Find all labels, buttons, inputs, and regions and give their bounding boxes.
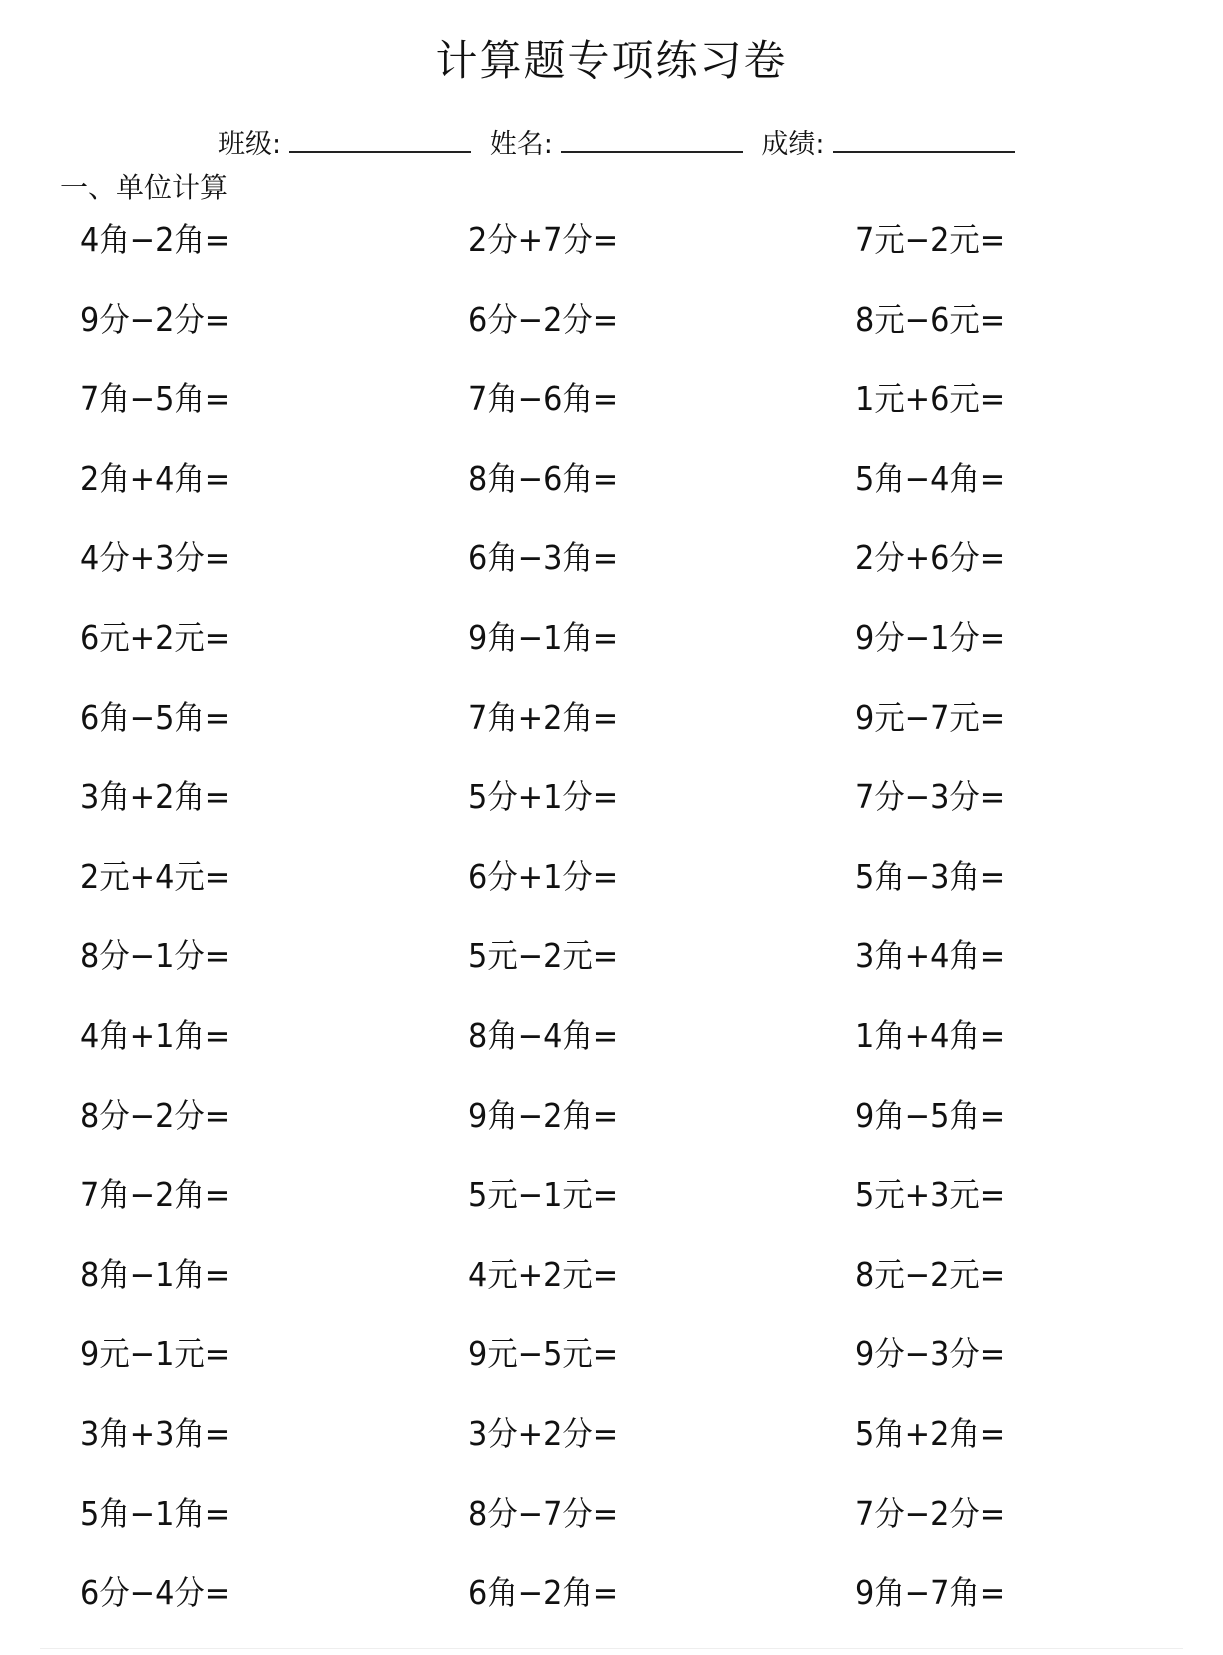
name-label: 姓名:	[489, 129, 553, 160]
problem-row	[0, 612, 1223, 660]
problem-item: 8角−1角=	[80, 1254, 231, 1294]
problem-item: 9分−1分=	[855, 618, 1006, 657]
problem-item: 4元+2元=	[468, 1254, 619, 1294]
problem-item: 2分+7分=	[468, 220, 619, 259]
problem-item: 4角−2角=	[80, 220, 231, 259]
problem-item: 7分−3分=	[855, 777, 1006, 817]
problem-item: 9角−7角=	[855, 1573, 1006, 1613]
problem-row	[0, 1567, 1223, 1615]
problem-row	[0, 532, 1223, 580]
section-heading: 一、单位计算	[60, 171, 229, 204]
problem-item: 6分−4分=	[80, 1573, 231, 1613]
problem-item: 2元+4元=	[80, 856, 231, 896]
problem-row	[0, 453, 1223, 501]
problem-item: 1元+6元=	[855, 379, 1006, 419]
problem-item: 7角−2角=	[80, 1175, 231, 1215]
problem-item: 4角+1角=	[80, 1016, 231, 1055]
problem-item: 7元−2元=	[855, 220, 1006, 259]
problem-item: 7角−6角=	[468, 379, 619, 419]
problem-item: 7角+2角=	[468, 697, 619, 737]
problem-item: 7分−2分=	[855, 1493, 1006, 1533]
problem-item: 9元−1元=	[80, 1334, 231, 1374]
problem-item: 2角+4角=	[80, 458, 231, 498]
problem-item: 1角+4角=	[855, 1016, 1006, 1055]
problem-row	[0, 1488, 1223, 1536]
problem-item: 5角−3角=	[855, 856, 1006, 896]
score-label: 成绩:	[761, 129, 825, 160]
score-blank[interactable]	[833, 129, 1015, 153]
problem-row	[0, 1090, 1223, 1138]
class-label: 班级:	[218, 129, 282, 160]
problem-item: 6分+1分=	[468, 856, 619, 896]
problem-item: 7角−5角=	[80, 379, 231, 419]
problem-item: 3分+2分=	[468, 1414, 619, 1453]
name-blank[interactable]	[561, 129, 743, 153]
problem-item: 8角−4角=	[468, 1016, 619, 1055]
problem-row	[0, 1408, 1223, 1456]
problem-item: 5元+3元=	[855, 1175, 1006, 1215]
problem-row	[0, 692, 1223, 740]
problem-row	[0, 373, 1223, 421]
problem-item: 9分−3分=	[855, 1334, 1006, 1374]
problem-item: 8分−7分=	[468, 1493, 619, 1533]
problem-row	[0, 771, 1223, 819]
problem-row	[0, 1169, 1223, 1217]
problem-item: 9元−7元=	[855, 697, 1006, 737]
problem-item: 5角−4角=	[855, 458, 1006, 498]
page-edge-divider	[40, 1648, 1183, 1649]
problem-row	[0, 214, 1223, 262]
problem-item: 3角+3角=	[80, 1414, 231, 1453]
problem-item: 8分−2分=	[80, 1095, 231, 1135]
page-title: 计算题专项练习卷	[435, 36, 788, 85]
class-blank[interactable]	[289, 129, 471, 153]
problem-row	[0, 1249, 1223, 1297]
problem-item: 6分−2分=	[468, 299, 619, 339]
problem-item: 6元+2元=	[80, 618, 231, 657]
problem-item: 8元−2元=	[855, 1254, 1006, 1294]
problem-row	[0, 851, 1223, 899]
problem-item: 2分+6分=	[855, 538, 1006, 578]
problem-item: 8角−6角=	[468, 458, 619, 498]
problem-item: 8元−6元=	[855, 299, 1006, 339]
problem-item: 5分+1分=	[468, 777, 619, 817]
problem-item: 5元−2元=	[468, 936, 619, 976]
problem-row	[0, 1328, 1223, 1376]
problem-item: 3角+4角=	[855, 936, 1006, 976]
problem-item: 9角−1角=	[468, 618, 619, 657]
problem-item: 4分+3分=	[80, 538, 231, 578]
problem-item: 6角−3角=	[468, 538, 619, 578]
problem-item: 9分−2分=	[80, 299, 231, 339]
problem-item: 9角−5角=	[855, 1095, 1006, 1135]
problem-item: 9角−2角=	[468, 1095, 619, 1135]
problem-item: 3角+2角=	[80, 777, 231, 817]
problem-item: 6角−2角=	[468, 1573, 619, 1613]
problem-item: 8分−1分=	[80, 936, 231, 976]
problem-row	[0, 1010, 1223, 1058]
problem-item: 6角−5角=	[80, 697, 231, 737]
problem-item: 5角+2角=	[855, 1414, 1006, 1453]
student-info-row	[218, 122, 1025, 161]
problem-item: 5角−1角=	[80, 1493, 231, 1533]
problem-item: 5元−1元=	[468, 1175, 619, 1215]
problem-row	[0, 930, 1223, 978]
problem-item: 9元−5元=	[468, 1334, 619, 1374]
problem-row	[0, 294, 1223, 342]
